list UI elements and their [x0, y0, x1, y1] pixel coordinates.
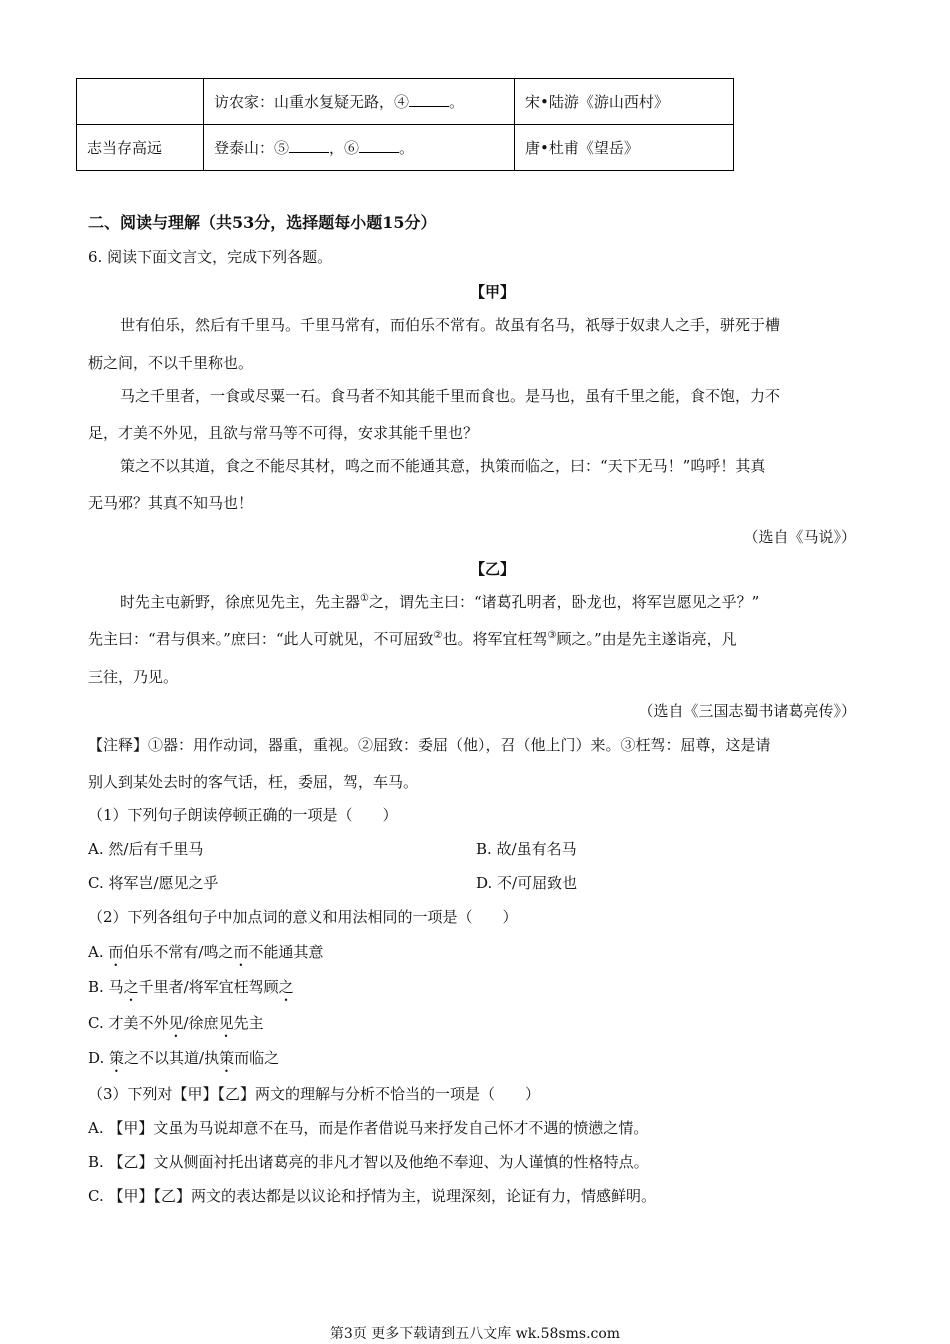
source-cell: 唐•杜甫《望岳》 — [515, 125, 734, 171]
question-3-option-b[interactable]: B. 【乙】文从侧面衬托出诸葛亮的非凡才智以及他绝不奉迎、为人谨慎的性格特点。 — [88, 1153, 649, 1171]
jia-paragraph-2: 马之千里者，一食或尽粟一石。食马者不知其能千里而食也。是马也，虽有千里之能，食不饱，力不 — [120, 387, 781, 405]
source-cell: 宋•陆游《游山西村》 — [515, 79, 734, 125]
question-1-stem: （1）下列句子朗读停顿正确的一项是（ ） — [88, 806, 398, 824]
theme-cell: 志当存高远 — [77, 125, 204, 171]
question-2-option-b[interactable]: B. 马之千里者/将军宜枉驾顾之 — [88, 978, 294, 996]
question-1-option-b[interactable]: B. 故/虽有名马 — [476, 840, 577, 858]
jia-paragraph-1-cont: 枥之间，不以千里称也。 — [88, 354, 254, 372]
table-row — [77, 79, 734, 125]
jia-heading: 【甲】 — [470, 283, 516, 301]
poem-table — [76, 78, 734, 171]
notes-line-2: 别人到某处去时的客气话，枉，委屈，驾，车马。 — [88, 773, 419, 791]
note-marker: ② — [433, 630, 443, 641]
yi-paragraph-1-cont: 先主曰：“君与俱来。”庶曰：“此人可就见，不可屈致②也。将军宜枉驾③顾之。”由是先主遂诣亮，凡 — [88, 630, 737, 648]
question-1-option-c[interactable]: C. 将军岂/愿见之乎 — [88, 874, 219, 892]
blank-6[interactable] — [359, 138, 399, 153]
jia-paragraph-2-cont: 足，才美不外见，且欲与常马等不可得，安求其能千里也？ — [88, 424, 479, 442]
table-row — [77, 125, 734, 171]
section-title: 二、阅读与理解（共53分，选择题每小题15分） — [88, 213, 437, 232]
theme-cell — [77, 79, 204, 125]
poem-cell: 登泰山：⑤ ，⑥ 。 — [204, 125, 515, 171]
jia-paragraph-3-cont: 无马邪？其真不知马也！ — [88, 494, 254, 512]
blank-5[interactable] — [289, 138, 329, 153]
jia-paragraph-3: 策之不以其道，食之不能尽其材，鸣之而不能通其意，执策而临之，曰：“天下无马！”呜呼！其真 — [120, 457, 766, 475]
question-3-option-c[interactable]: C. 【甲】【乙】两文的表达都是以议论和抒情为主，说理深刻，论证有力，情感鲜明。 — [88, 1187, 656, 1205]
question-1-option-a[interactable]: A. 然/后有千里马 — [88, 840, 204, 858]
yi-paragraph-1-end: 三往，乃见。 — [88, 668, 179, 686]
question-1-option-d[interactable]: D. 不/可屈致也 — [476, 874, 578, 892]
question-2-option-c[interactable]: C. 才美不外见/徐庶见先主 — [88, 1014, 264, 1032]
yi-source: （选自《三国志蜀书诸葛亮传》） — [638, 702, 856, 720]
question-2-option-a[interactable]: A. 而伯乐不常有/鸣之而不能通其意 — [88, 943, 324, 961]
note-marker: ① — [360, 593, 369, 604]
yi-heading: 【乙】 — [470, 560, 516, 578]
yi-paragraph-1: 时先主屯新野，徐庶见先主，先主器①之，谓先主曰：“诸葛孔明者，卧龙也，将军岂愿见之乎？” — [120, 593, 760, 611]
question-3-option-a[interactable]: A. 【甲】文虽为马说却意不在马，而是作者借说马来抒发自己怀才不遇的愤懑之情。 — [88, 1119, 649, 1137]
question-6-intro: 6. 阅读下面文言文，完成下列各题。 — [88, 248, 333, 266]
jia-source: （选自《马说》） — [743, 528, 856, 546]
question-2-option-d[interactable]: D. 策之不以其道/执策而临之 — [88, 1049, 280, 1067]
note-marker: ③ — [547, 630, 557, 641]
jia-paragraph-1: 世有伯乐，然后有千里马。千里马常有，而伯乐不常有。故虽有名马，祇辱于奴隶人之手，骈死于槽 — [120, 316, 781, 334]
poem-cell: 访农家：山重水复疑无路，④ 。 — [204, 79, 515, 125]
question-2-stem: （2）下列各组句子中加点词的意义和用法相同的一项是（ ） — [88, 908, 518, 926]
question-3-stem: （3）下列对【甲】【乙】两文的理解与分析不恰当的一项是（ ） — [88, 1085, 541, 1103]
blank-4[interactable] — [409, 92, 449, 107]
page-footer: 第3页 更多下载请到五八文库 wk.58sms.com — [329, 1326, 621, 1342]
notes-line-1: 【注释】①器：用作动词，器重，重视。②屈致：委屈（他），召（他上门）来。③枉驾：屈尊，这是请 — [88, 736, 771, 754]
